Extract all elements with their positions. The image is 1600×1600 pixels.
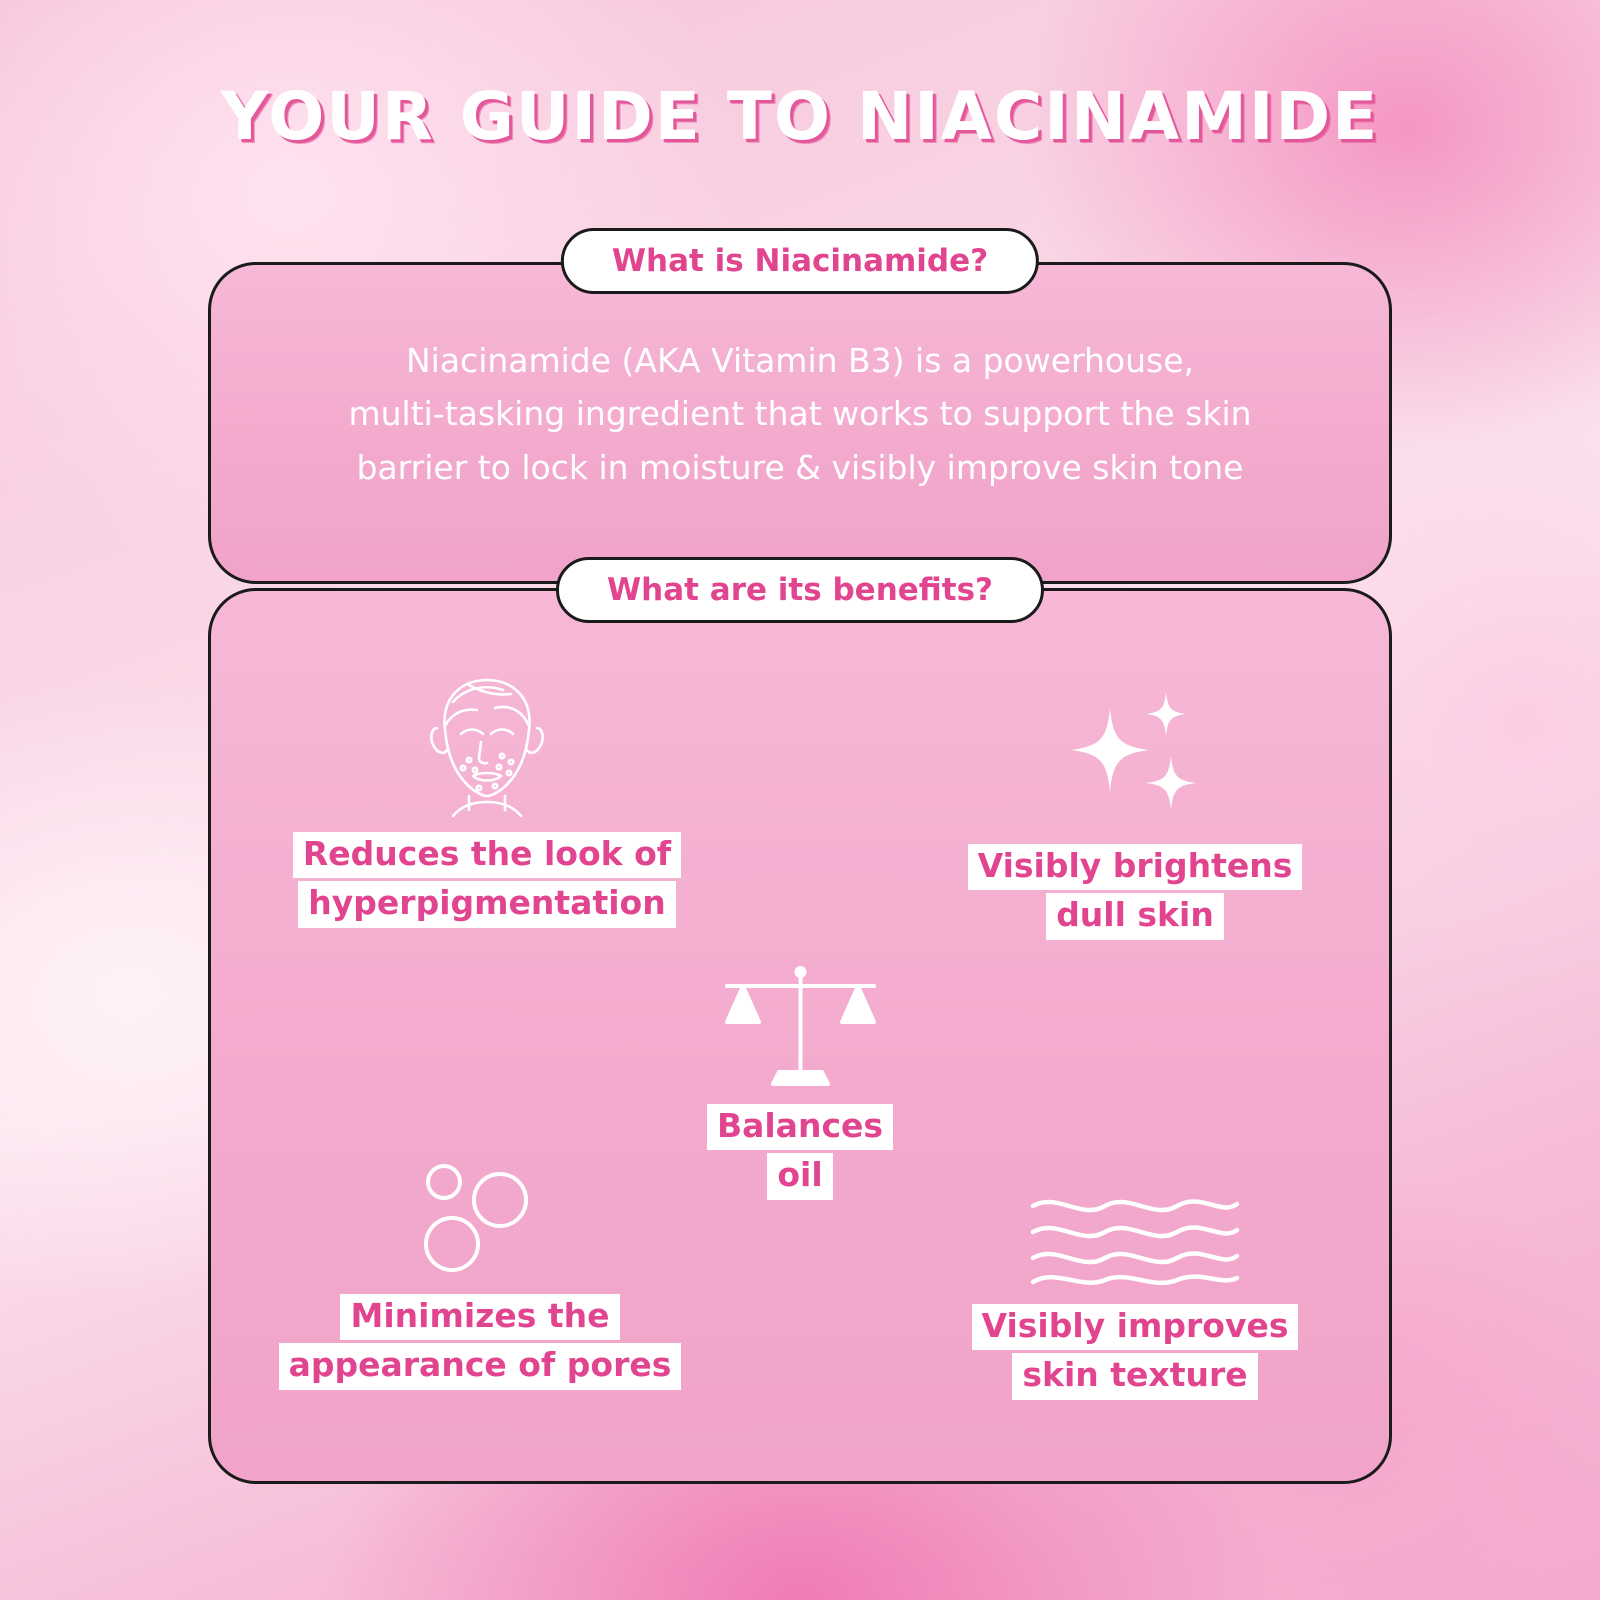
page-title: YOUR GUIDE TO NIACINAMIDE bbox=[220, 78, 1380, 155]
sparkles-icon bbox=[900, 690, 1370, 830]
pores-circles-icon bbox=[230, 1160, 730, 1280]
benefit-label-line2: skin texture bbox=[1012, 1353, 1257, 1399]
benefit-label-line1: Reduces the look of bbox=[293, 832, 681, 878]
benefit-label-line2: hyperpigmentation bbox=[298, 881, 675, 927]
face-hyperpigmentation-icon bbox=[252, 668, 722, 818]
benefit-label-line2: oil bbox=[767, 1153, 832, 1199]
pill-what-is-niacinamide: What is Niacinamide? bbox=[561, 228, 1039, 294]
benefit-pores bbox=[230, 1160, 730, 1390]
what-is-niacinamide-body bbox=[248, 334, 1352, 494]
pill-benefits: What are its benefits? bbox=[556, 557, 1044, 623]
benefit-label-line1: Visibly improves bbox=[972, 1304, 1299, 1350]
benefit-label-line2: appearance of pores bbox=[279, 1343, 682, 1389]
balance-scale-icon bbox=[590, 960, 1010, 1090]
body-line-3: barrier to lock in moisture & visibly improve skin tone bbox=[356, 447, 1244, 487]
benefit-label-line2: dull skin bbox=[1046, 893, 1224, 939]
benefit-texture bbox=[900, 1190, 1370, 1400]
benefit-hyperpigmentation-label bbox=[252, 832, 722, 928]
benefit-label-line1: Minimizes the bbox=[340, 1294, 619, 1340]
benefit-label-line1: Balances bbox=[707, 1104, 893, 1150]
benefit-brightens bbox=[900, 690, 1370, 940]
benefit-label-line1: Visibly brightens bbox=[968, 844, 1303, 890]
body-line-2: multi-tasking ingredient that works to support the skin bbox=[348, 394, 1252, 434]
benefit-texture-label bbox=[900, 1304, 1370, 1400]
wavy-lines-texture-icon bbox=[900, 1190, 1370, 1290]
body-line-1: Niacinamide (AKA Vitamin B3) is a powerhouse, bbox=[405, 341, 1195, 380]
benefit-hyperpigmentation bbox=[252, 668, 722, 928]
benefit-pores-label bbox=[230, 1294, 730, 1390]
benefit-brightens-label bbox=[900, 844, 1370, 940]
